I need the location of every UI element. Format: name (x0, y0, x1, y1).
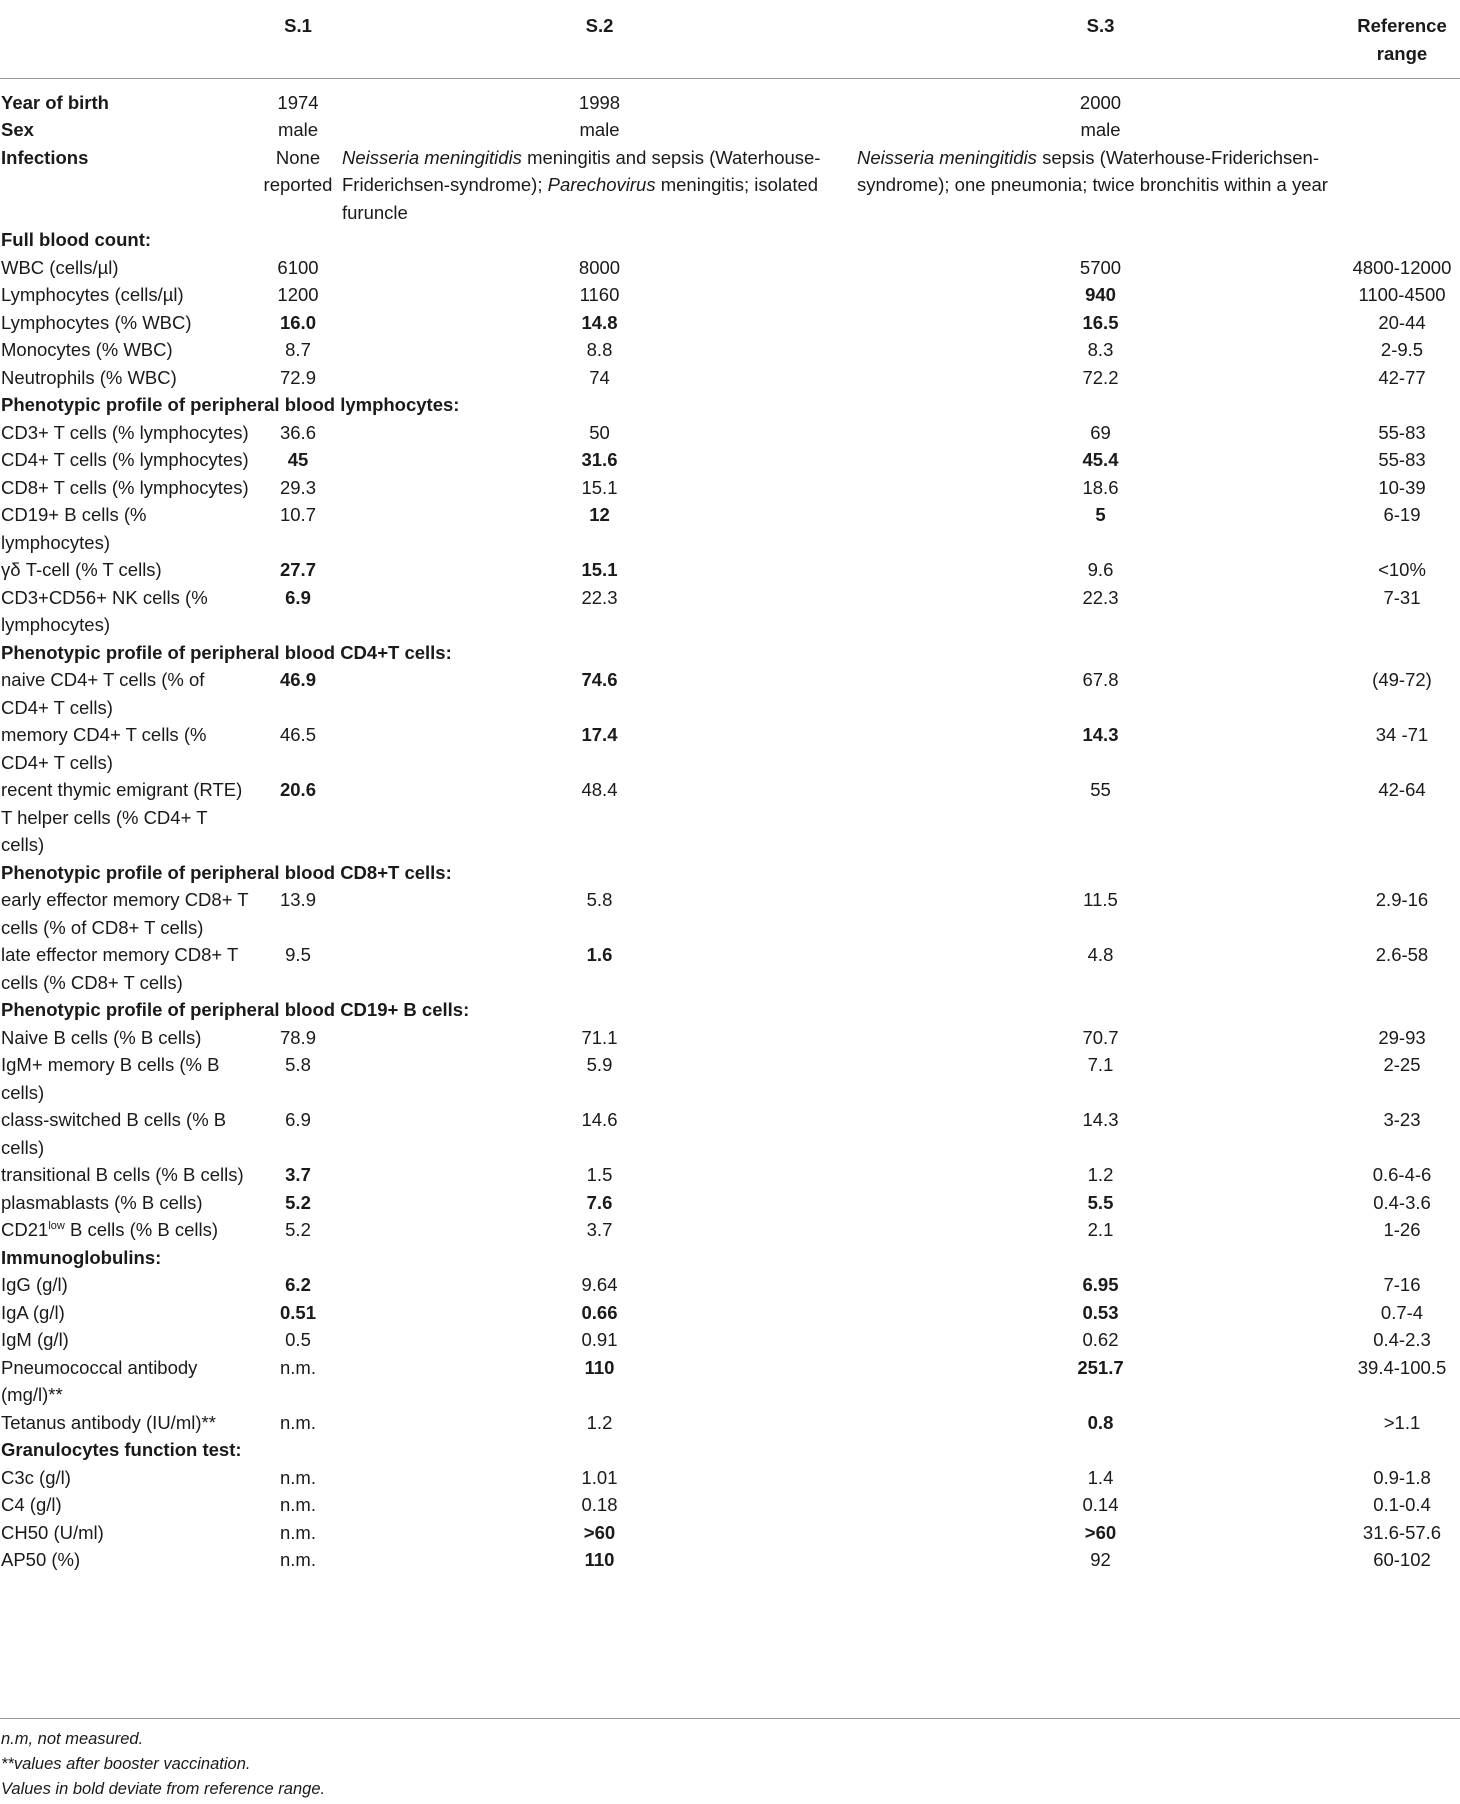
row-label: Pneumococcal antibody (mg/l)** (1, 1356, 198, 1405)
cell-ref: (49-72) (1372, 669, 1432, 690)
row-label: AP50 (%) (1, 1549, 81, 1570)
cell-s1: n.m. (280, 1356, 316, 1378)
cell-ref: 0.4-2.3 (1373, 1329, 1431, 1350)
table-row (0, 281, 1460, 309)
table-row (0, 254, 1460, 282)
cell-ref: 55-83 (1378, 449, 1426, 470)
row-label: plasmablasts (% B cells) (1, 1191, 203, 1213)
table-header (0, 0, 1460, 78)
cell-ref: 42-64 (1378, 779, 1426, 800)
table-row (0, 501, 1460, 556)
cell-s3: 5700 (1079, 256, 1122, 278)
cell-s3: 16.5 (1082, 311, 1119, 333)
footnote-not-measured: n.m, not measured. (1, 1730, 144, 1748)
cell-s1: 16.0 (279, 311, 316, 333)
section-title: Granulocytes function test: (1, 1439, 242, 1460)
cell-ref: 31.6-57.6 (1362, 1521, 1442, 1543)
cell-s1: 46.5 (279, 724, 316, 745)
cell-s3: 6.95 (1082, 1274, 1119, 1295)
cell-ref: 2-9.5 (1380, 339, 1424, 360)
footnote-booster: **values after booster vaccination. (1, 1755, 251, 1773)
row-label: C3c (g/l) (1, 1466, 71, 1488)
cell-s2: 5.9 (586, 1054, 613, 1075)
row-label: early effector memory CD8+ T cells (% of CD8+ T cells) (1, 889, 249, 938)
cell-s3: 940 (1085, 284, 1116, 305)
table-row (0, 941, 1460, 996)
table-row (0, 721, 1460, 776)
cell-s2: 31.6 (581, 449, 618, 470)
cell-s3: 14.3 (1082, 724, 1119, 745)
pathogen-name: Parechovirus (547, 174, 656, 195)
cell-s1: 10.7 (279, 504, 316, 525)
table-row (0, 1189, 1460, 1217)
cell-s2: 14.6 (581, 1109, 618, 1130)
table-row (0, 1491, 1460, 1519)
table-row (0, 1216, 1460, 1244)
cell-s3: 5.5 (1087, 1191, 1114, 1213)
row-label: Lymphocytes (cells/µl) (1, 284, 184, 305)
cell-ref: 2.6-58 (1375, 944, 1429, 965)
section-header-phenotypic-profile-of-peripheral-blood-lymphocytes (0, 391, 1460, 419)
cell-s3: male (1080, 119, 1121, 140)
table-row (0, 1106, 1460, 1161)
cell-s1: 36.6 (279, 421, 316, 443)
pathogen-name: Neisseria meningitidis (342, 146, 522, 168)
header-s3: S.3 (857, 0, 1344, 78)
cell-s1: 6.2 (285, 1274, 311, 1295)
cell-ref: <10% (1378, 559, 1426, 580)
section-header-phenotypic-profile-of-peripheral-blood-cd19-b-cells (0, 996, 1460, 1024)
cell-ref: 0.1-0.4 (1373, 1494, 1431, 1515)
row-label: WBC (cells/µl) (1, 256, 119, 278)
cell-s1: 27.7 (279, 559, 316, 580)
cell-s2: 1.01 (581, 1466, 618, 1488)
cell-s3: 0.8 (1087, 1411, 1114, 1433)
cell-s1: 6100 (277, 256, 319, 278)
cell-ref: 29-93 (1378, 1026, 1426, 1048)
cell-s2: 1.2 (586, 1411, 613, 1433)
cell-s1: 5.8 (285, 1054, 311, 1075)
cell-s3: 55 (1090, 779, 1111, 800)
table-row (0, 1354, 1460, 1409)
cell-s2: 7.6 (586, 1191, 613, 1213)
row-label (0, 1216, 254, 1244)
cell-s3: 0.14 (1082, 1494, 1119, 1515)
row-label: memory CD4+ T cells (% CD4+ T cells) (1, 724, 207, 773)
cell-ref: 4800-12000 (1352, 256, 1452, 278)
row-label: class-switched B cells (% B cells) (1, 1109, 227, 1158)
section-header-immunoglobulins (0, 1244, 1460, 1272)
row-label: Tetanus antibody (IU/ml)** (1, 1411, 216, 1433)
cell-ref: 0.9-1.8 (1373, 1466, 1431, 1488)
row-label: IgM+ memory B cells (% B cells) (1, 1054, 220, 1103)
table-row (0, 1024, 1460, 1052)
cell-ref: 0.6-4-6 (1372, 1164, 1432, 1185)
section-header-phenotypic-profile-of-peripheral-blood-cd8-t-cells (0, 859, 1460, 887)
cell-s2: 71.1 (581, 1026, 618, 1048)
cell-ref: 0.7-4 (1380, 1301, 1424, 1323)
cell-s2: 8.8 (586, 339, 613, 360)
cell-s1: n.m. (280, 1521, 316, 1543)
cell-ref: 55-83 (1378, 421, 1426, 443)
footnote-bold-legend: Values in bold deviate from reference range. (1, 1780, 326, 1798)
cell-ref: 1-26 (1383, 1219, 1421, 1240)
cell-s3: 5 (1095, 504, 1106, 525)
row-label: Naive B cells (% B cells) (1, 1026, 202, 1048)
cell-s2: 1.5 (586, 1164, 613, 1185)
cell-s2: 74 (589, 366, 610, 388)
cell-s2: 1998 (578, 91, 621, 113)
table-row (0, 1271, 1460, 1299)
cell-s2: 0.18 (581, 1494, 618, 1515)
row-label: IgA (g/l) (1, 1301, 65, 1323)
row-label-text: CD21 (1, 1219, 49, 1240)
cell-s3: 14.3 (1082, 1109, 1119, 1130)
cell-s1: 5.2 (285, 1191, 311, 1213)
cell-s1: 1974 (277, 91, 319, 113)
cell-ref: 42-77 (1378, 366, 1426, 388)
spacer-row (0, 78, 1460, 89)
cell-s2: 1160 (579, 284, 620, 305)
section-header-phenotypic-profile-of-peripheral-blood-cd4-t-cells (0, 639, 1460, 667)
cell-s2: 110 (584, 1356, 615, 1378)
cell-s2: 14.8 (581, 311, 618, 333)
table-row (0, 474, 1460, 502)
cell-s2: 9.64 (581, 1274, 618, 1295)
row-label: Year of birth (1, 91, 109, 113)
cell-s3: 1.4 (1087, 1466, 1114, 1488)
table-row (0, 1409, 1460, 1437)
table-bottom-rule (0, 1718, 1460, 1719)
cell-ref: 60-102 (1373, 1549, 1431, 1570)
cell-s3: 69 (1090, 421, 1111, 443)
cell-s2: 0.91 (581, 1329, 618, 1350)
table-row (0, 776, 1460, 859)
table-row (0, 1464, 1460, 1492)
cell-s2: 110 (584, 1549, 615, 1570)
section-title: Phenotypic profile of peripheral blood CD8+T cells: (1, 861, 452, 883)
cell-s1: 20.6 (279, 779, 316, 800)
table-row (0, 309, 1460, 337)
cell-s1: n.m. (280, 1466, 316, 1488)
row-label: CH50 (U/ml) (1, 1521, 104, 1543)
table-row (0, 1161, 1460, 1189)
cell-s2: 15.1 (581, 476, 618, 498)
header-s1: S.1 (254, 0, 342, 78)
cell-s3: 45.4 (1082, 449, 1119, 470)
cell-s3: 18.6 (1082, 476, 1119, 498)
cell-ref: 2-25 (1383, 1054, 1421, 1075)
cell-s2: 8000 (578, 256, 621, 278)
cell-s3: 70.7 (1082, 1026, 1119, 1048)
cell-ref: >1.1 (1383, 1411, 1421, 1433)
cell-s3: 0.53 (1082, 1301, 1119, 1323)
cell-ref: 10-39 (1378, 476, 1426, 498)
cell-s1: 46.9 (279, 669, 316, 690)
row-label: Neutrophils (% WBC) (1, 366, 177, 388)
row-label-text: B cells (% B cells) (64, 1219, 218, 1240)
cell-s3 (857, 144, 1344, 227)
row-infections (0, 144, 1460, 227)
header-s2: S.2 (342, 0, 857, 78)
section-title: Phenotypic profile of peripheral blood lymphocytes: (1, 394, 460, 415)
section-header-full-blood-count (0, 226, 1460, 254)
cell-s2: 15.1 (581, 559, 618, 580)
cell-s1: 8.7 (285, 339, 311, 360)
cell-s3: 8.3 (1087, 339, 1114, 360)
row-label-superscript: low (48, 1219, 65, 1232)
cell-s3: 251.7 (1077, 1356, 1124, 1378)
cell-s3: 7.1 (1087, 1054, 1114, 1075)
infection-text: meningitis and sepsis (Waterhouse-Friderichsen-syndrome); (342, 146, 821, 195)
row-label: CD19+ B cells (% lymphocytes) (1, 504, 147, 553)
infection-text: meningitis; isolated furuncle (342, 174, 819, 223)
row-label: CD3+ T cells (% lymphocytes) (1, 421, 249, 443)
section-title: Immunoglobulins: (1, 1246, 162, 1268)
table-row (0, 336, 1460, 364)
table-row (0, 1051, 1460, 1106)
row-label: Infections (1, 146, 89, 168)
row-label: naive CD4+ T cells (% of CD4+ T cells) (1, 669, 205, 718)
cell-s3: 22.3 (1082, 586, 1119, 608)
cell-s1: 13.9 (279, 889, 316, 910)
cell-ref: 2.9-16 (1375, 889, 1429, 910)
row-label: CD8+ T cells (% lymphocytes) (1, 476, 249, 498)
table-body (0, 78, 1460, 1574)
table-row (0, 364, 1460, 392)
cell-s1: n.m. (280, 1549, 316, 1570)
cell-s2: 12 (589, 504, 610, 525)
cell-s1: 0.5 (285, 1329, 311, 1350)
cell-ref: 7-16 (1383, 1274, 1421, 1295)
cell-s1: 5.2 (285, 1219, 311, 1240)
spacer-cell (0, 78, 1460, 89)
row-label: Sex (1, 119, 34, 140)
cell-s1: 78.9 (279, 1026, 316, 1048)
cell-s3: 0.62 (1082, 1329, 1119, 1350)
row-label: IgG (g/l) (1, 1274, 68, 1295)
cell-s2: >60 (583, 1521, 616, 1543)
cell-s1: 72.9 (279, 366, 316, 388)
cell-s3: 92 (1090, 1549, 1111, 1570)
cell-s3: 9.6 (1087, 559, 1114, 580)
cell-s2: 22.3 (581, 586, 618, 608)
cell-ref: 39.4-100.5 (1357, 1356, 1447, 1378)
cell-s2: 48.4 (581, 779, 618, 800)
cell-s3: 72.2 (1082, 366, 1119, 388)
cell-s1: n.m. (280, 1494, 316, 1515)
table-row (0, 1546, 1460, 1574)
header-blank (0, 0, 254, 78)
cell-s1: n.m. (280, 1411, 316, 1433)
row-label: C4 (g/l) (1, 1494, 62, 1515)
cell-ref: 34 -71 (1375, 724, 1429, 745)
cell-s2: 5.8 (586, 889, 613, 910)
cell-ref: 0.4-3.6 (1373, 1191, 1431, 1213)
row-label: Monocytes (% WBC) (1, 339, 173, 360)
table-row (0, 1299, 1460, 1327)
cell-ref: 6-19 (1383, 504, 1421, 525)
cell-ref: 3-23 (1383, 1109, 1421, 1130)
row-year-of-birth (0, 89, 1460, 117)
cell-s2: 50 (589, 421, 610, 443)
row-label: γδ T-cell (% T cells) (1, 559, 162, 580)
cell-ref (1344, 116, 1460, 144)
row-sex (0, 116, 1460, 144)
row-label: CD3+CD56+ NK cells (% lymphocytes) (1, 586, 208, 635)
cell-s1: 29.3 (279, 476, 316, 498)
section-title: Phenotypic profile of peripheral blood CD4+T cells: (1, 641, 452, 663)
cell-s2: 0.66 (581, 1301, 618, 1323)
cell-s2: 17.4 (581, 724, 618, 745)
section-title: Phenotypic profile of peripheral blood CD19+ B cells: (1, 999, 470, 1020)
cell-s1: 0.51 (279, 1301, 316, 1323)
cell-s1: 9.5 (285, 944, 311, 965)
row-label: CD4+ T cells (% lymphocytes) (1, 449, 249, 470)
section-title: Full blood count: (1, 229, 152, 250)
table-row (0, 1519, 1460, 1547)
cell-ref (1344, 144, 1460, 227)
cell-s3: 2000 (1079, 91, 1122, 113)
cell-s1: 3.7 (285, 1164, 311, 1185)
row-label: late effector memory CD8+ T cells (% CD8+ T cells) (1, 944, 239, 993)
cell-s1: 6.9 (285, 586, 311, 608)
row-label: Lymphocytes (% WBC) (1, 311, 192, 333)
cell-s1: male (277, 119, 319, 140)
table-row (0, 556, 1460, 584)
cell-s2: 74.6 (581, 669, 618, 690)
infection-text: sepsis (Waterhouse-Friderichsen-syndrome); one pneumonia; twice bronchitis within a year (857, 146, 1328, 195)
cell-s2 (342, 144, 857, 227)
cell-s1: 45 (287, 449, 309, 470)
table-row (0, 1326, 1460, 1354)
header-reference-range: Reference range (1344, 0, 1460, 78)
table-row (0, 886, 1460, 941)
cell-ref: 7-31 (1383, 586, 1421, 608)
row-label: transitional B cells (% B cells) (1, 1164, 244, 1185)
cell-s1: 1200 (277, 284, 319, 305)
cell-s3: 67.8 (1082, 669, 1119, 690)
section-header-granulocytes-function-test (0, 1436, 1460, 1464)
row-label: recent thymic emigrant (RTE) T helper cells (% CD4+ T cells) (1, 779, 243, 855)
cell-s1: None reported (263, 146, 333, 195)
table-row (0, 446, 1460, 474)
row-label: IgM (g/l) (1, 1329, 69, 1350)
cell-s3: 1.2 (1087, 1164, 1114, 1185)
cell-s2: 1.6 (586, 944, 613, 965)
cell-ref: 1100-4500 (1358, 284, 1446, 305)
cell-s1: 6.9 (285, 1109, 311, 1130)
pathogen-name: Neisseria meningitidis (857, 146, 1037, 168)
cell-s2: male (579, 119, 620, 140)
cell-s3: >60 (1084, 1521, 1117, 1543)
cell-s3: 11.5 (1083, 889, 1118, 910)
cell-s3: 4.8 (1087, 944, 1114, 965)
cell-ref (1344, 89, 1460, 117)
table-row (0, 584, 1460, 639)
cell-s2: 3.7 (586, 1219, 613, 1240)
table-row (0, 419, 1460, 447)
table-row (0, 666, 1460, 721)
cell-ref: 20-44 (1378, 311, 1426, 333)
cell-s3: 2.1 (1087, 1219, 1114, 1240)
